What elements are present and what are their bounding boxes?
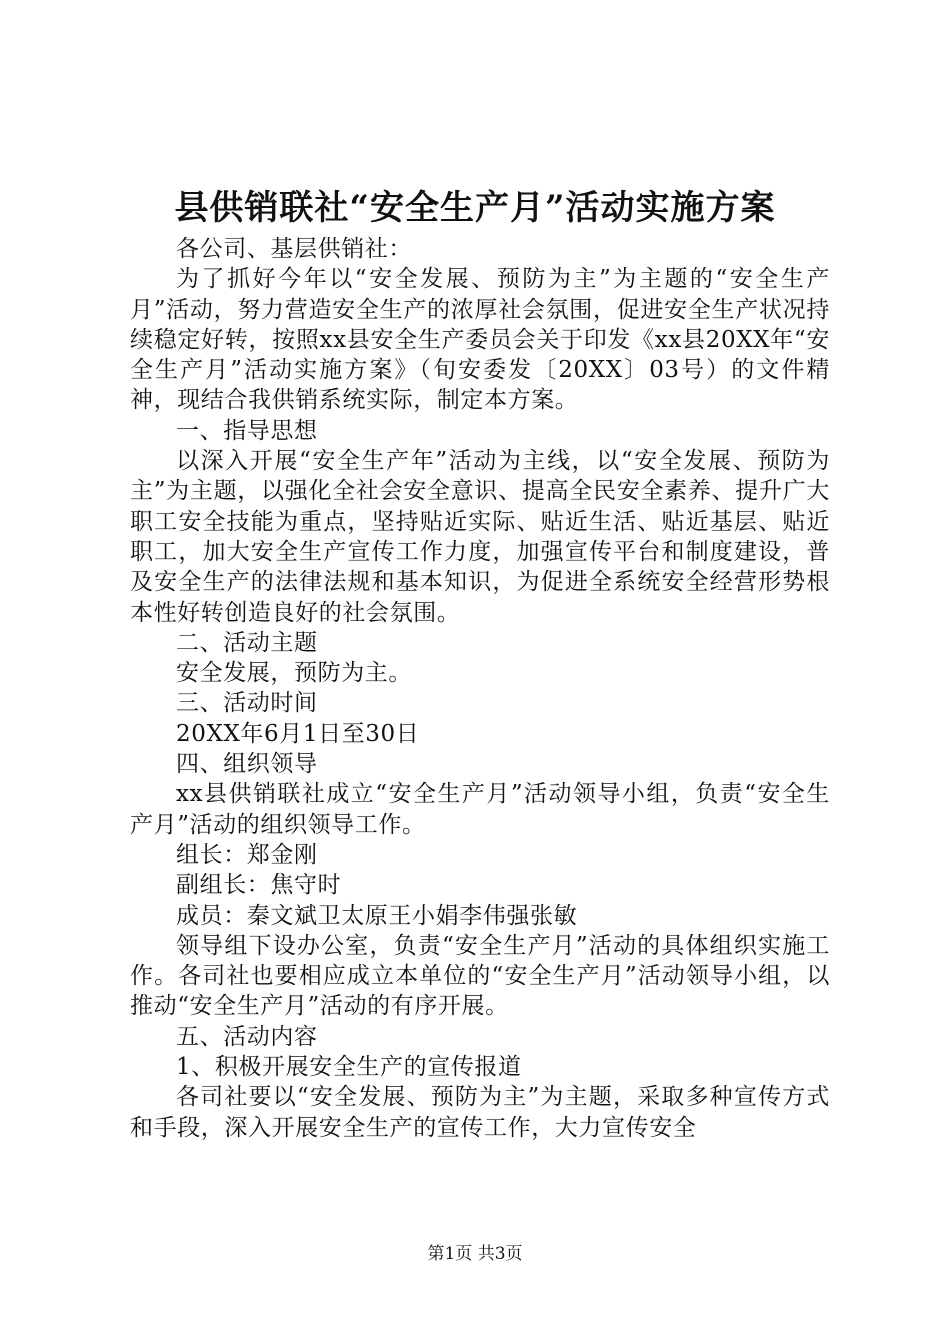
deputy-leader: 副组长：焦守时 [176, 872, 342, 899]
section-heading-time: 三、活动时间 [176, 690, 318, 717]
page-footer: 第1页 共3页 [427, 1244, 523, 1264]
leadership-paragraph: xx县供销联社成立“安全生产月”活动领导小组，负责“安全生产月”活动的组织领导工作。 [130, 781, 830, 838]
document-body [130, 234, 830, 1143]
intro-paragraph: 为了抓好今年以“安全发展、预防为主”为主题的“安全生产月”活动，努力营造安全生产的浓厚社会氛围，促进安全生产状况持续稳定好转，按照xx县安全生产委员会关于印发《xx县20XX年“安全生产月”活动实施方案》（旬安委发〔20XX〕03号）的文件精神，现结合我供销系统实际，制定本方案。 [130, 266, 830, 414]
section-heading-guiding-thought: 一、指导思想 [176, 417, 318, 444]
time-paragraph: 20XX年6月1日至30日 [176, 720, 420, 747]
publicity-paragraph: 各司社要以“安全发展、预防为主”为主题，采取多种宣传方式和手段，深入开展安全生产的宣传工作，大力宣传安全 [130, 1084, 830, 1141]
salutation: 各公司、基层供销社： [176, 236, 412, 262]
guiding-thought-paragraph: 以深入开展“安全生产年”活动为主线，以“安全发展、预防为主”为主题，以强化全社会安全意识、提高全民安全素养、提升广大职工安全技能为重点，坚持贴近实际、贴近生活、贴近基层、贴近职工，加大安全生产宣传工作力度，加强宣传平台和制度建设，普及安全生产的法律法规和基本知识，为促进全系统安全经营形势根本性好转创造良好的社会氛围。 [130, 448, 830, 626]
office-paragraph: 领导组下设办公室，负责“安全生产月”活动的具体组织实施工作。各司社也要相应成立本单位的“安全生产月”活动领导小组，以推动“安全生产月”活动的有序开展。 [130, 932, 830, 1020]
section-heading-theme: 二、活动主题 [176, 629, 318, 656]
document-title: 县供销联社“安全生产月”活动实施方案 [174, 188, 776, 228]
theme-paragraph: 安全发展，预防为主。 [176, 660, 412, 687]
group-members: 成员：秦文斌卫太原王小娟李伟强张敏 [176, 902, 578, 929]
section-heading-leadership: 四、组织领导 [176, 751, 318, 778]
subsection-heading-publicity: 1、积极开展安全生产的宣传报道 [176, 1054, 522, 1081]
group-leader: 组长：郑金刚 [176, 841, 318, 868]
section-heading-content: 五、活动内容 [176, 1023, 318, 1050]
